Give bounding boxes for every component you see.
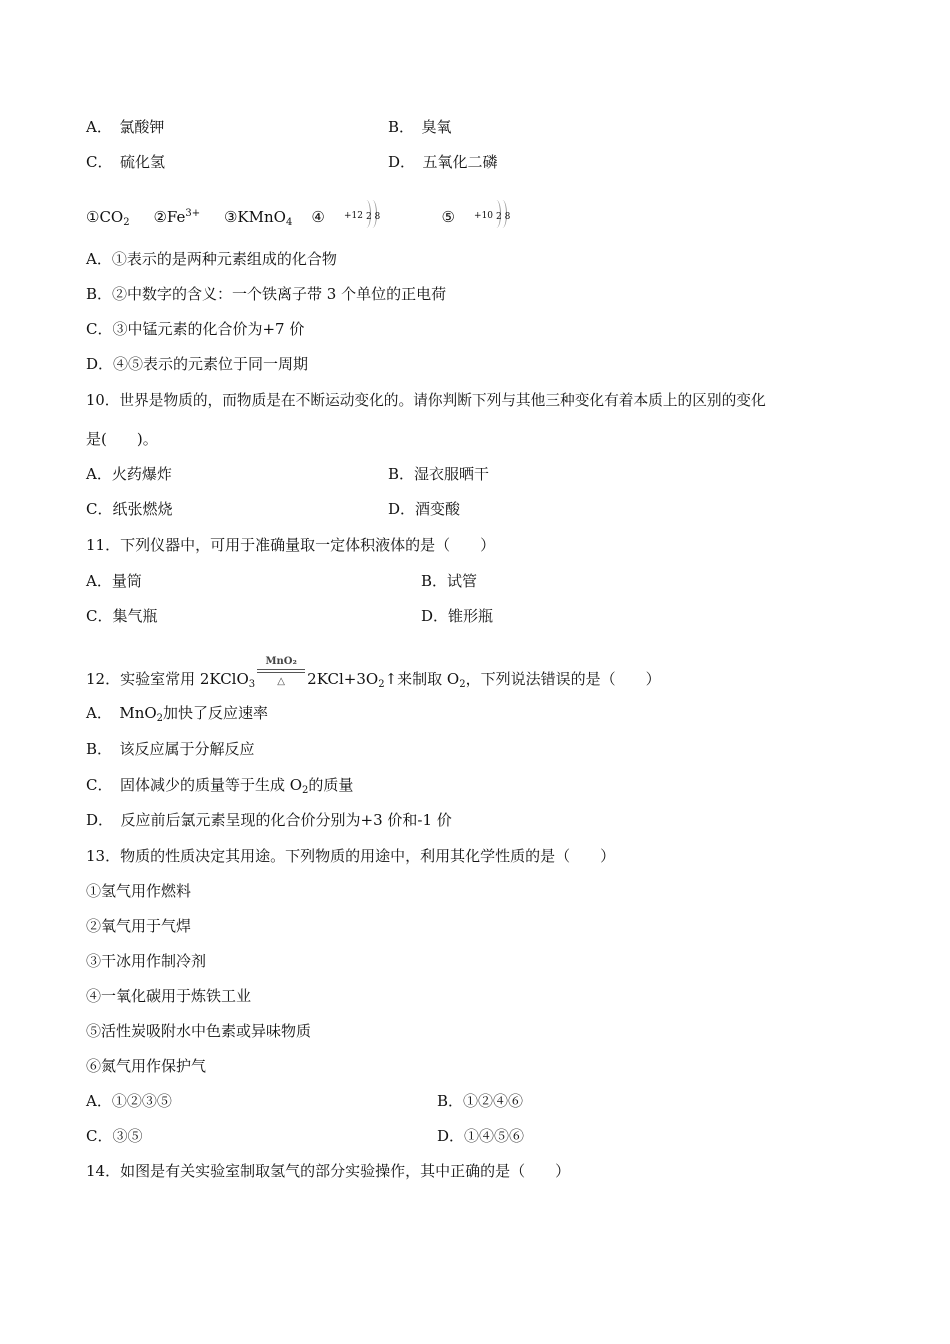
q13-option-c: C．③⑤ [86, 1127, 143, 1145]
q13-item: ⑥氮气用作保护气 [86, 1057, 207, 1075]
q9-item5-shells: 2 8 [496, 212, 511, 222]
q12-stem: 12．实验室常用 2KClO$_3$ MnO₂ △ $2KCl+3O_2↑$来制取 $O_2$，下列说法错误的是（ ） [86, 654, 661, 684]
q9-option-d: D．④⑤表示的元素位于同一周期 [86, 355, 309, 373]
q10-option-d: D．酒变酸 [388, 500, 461, 518]
q8-option-d: D． 五氧化二磷 [388, 153, 498, 171]
q11-option-c: C．集气瓶 [86, 607, 158, 625]
q14-stem: 14．如图是有关实验室制取氢气的部分实验操作，其中正确的是（ ） [86, 1162, 571, 1180]
q10-option-a: A．火药爆炸 [86, 465, 172, 483]
q13-option-d: D．①④⑤⑥ [437, 1127, 525, 1145]
q9-option-c: C．③中锰元素的化合价为+7 价 [86, 320, 305, 338]
q9-item4-label: ④ [311, 208, 325, 226]
q11-option-d: D．锥形瓶 [421, 607, 494, 625]
q9-item3: ③KMnO$_4$ [223, 208, 293, 228]
q9-item5-label: ⑤ [441, 208, 455, 226]
q13-item: ④一氧化碳用于炼铁工业 [86, 987, 252, 1005]
q11-option-a: A．量筒 [86, 572, 142, 590]
q11-stem: 11．下列仪器中，可用于准确量取一定体积液体的是（ ） [86, 536, 496, 554]
q13-item: ⑤活性炭吸附水中色素或异味物质 [86, 1022, 312, 1040]
q9-item1: $①CO_2$ [86, 208, 130, 228]
q10-option-b: B．湿衣服晒干 [388, 465, 490, 483]
q12-option-c: C． 固体减少的质量等于生成 $O_2$的质量 [86, 776, 354, 796]
q9-item4-nucleus: +12 [343, 211, 363, 221]
q9-items-row [86, 200, 512, 230]
q13-stem: 13．物质的性质决定其用途。下列物质的用途中，利用其化学性质的是（ ） [86, 847, 616, 865]
catalyst-label: MnO₂ [265, 656, 297, 667]
q8-option-a: A． 氯酸钾 [86, 118, 165, 136]
q12-option-d: D． 反应前后氯元素呈现的化合价分别为+3 价和-1 价 [86, 811, 452, 829]
q10-stem-line1: 10．世界是物质的，而物质是在不断运动变化的。请你判断下列与其他三种变化有着本质上的区别的变化 [86, 392, 766, 409]
q10-stem-line2: 是( )。 [86, 430, 158, 448]
q11-option-b: B．试管 [421, 572, 478, 590]
q9-item5-atom-diagram [474, 200, 512, 230]
q13-item: ③干冰用作制冷剂 [86, 952, 207, 970]
q8-option-c: C． 硫化氢 [86, 153, 165, 171]
q9-option-b: B．②中数字的含义：一个铁离子带 3 个单位的正电荷 [86, 285, 447, 303]
reaction-condition-arrow [255, 654, 307, 690]
q9-item5-nucleus: +10 [474, 211, 494, 221]
q13-item: ①氢气用作燃料 [86, 882, 192, 900]
q13-option-b: B．①②④⑥ [437, 1092, 524, 1110]
q8-option-b: B． 臭氧 [388, 118, 452, 136]
q13-item: ②氧气用于气焊 [86, 917, 192, 935]
q12-option-a: A． MnO$_2$加快了反应速率 [86, 704, 269, 724]
q10-option-c: C．纸张燃烧 [86, 500, 173, 518]
heat-symbol: △ [277, 676, 285, 687]
q12-option-b: B． 该反应属于分解反应 [86, 740, 255, 758]
q9-item2: $②Fe^{3+}$ [153, 208, 201, 226]
q9-item4-atom-diagram [344, 200, 382, 230]
q9-item4-shells: 2 8 [365, 212, 381, 222]
q13-option-a: A．①②③⑤ [86, 1092, 172, 1110]
q9-option-a: A．①表示的是两种元素组成的化合物 [86, 250, 337, 268]
